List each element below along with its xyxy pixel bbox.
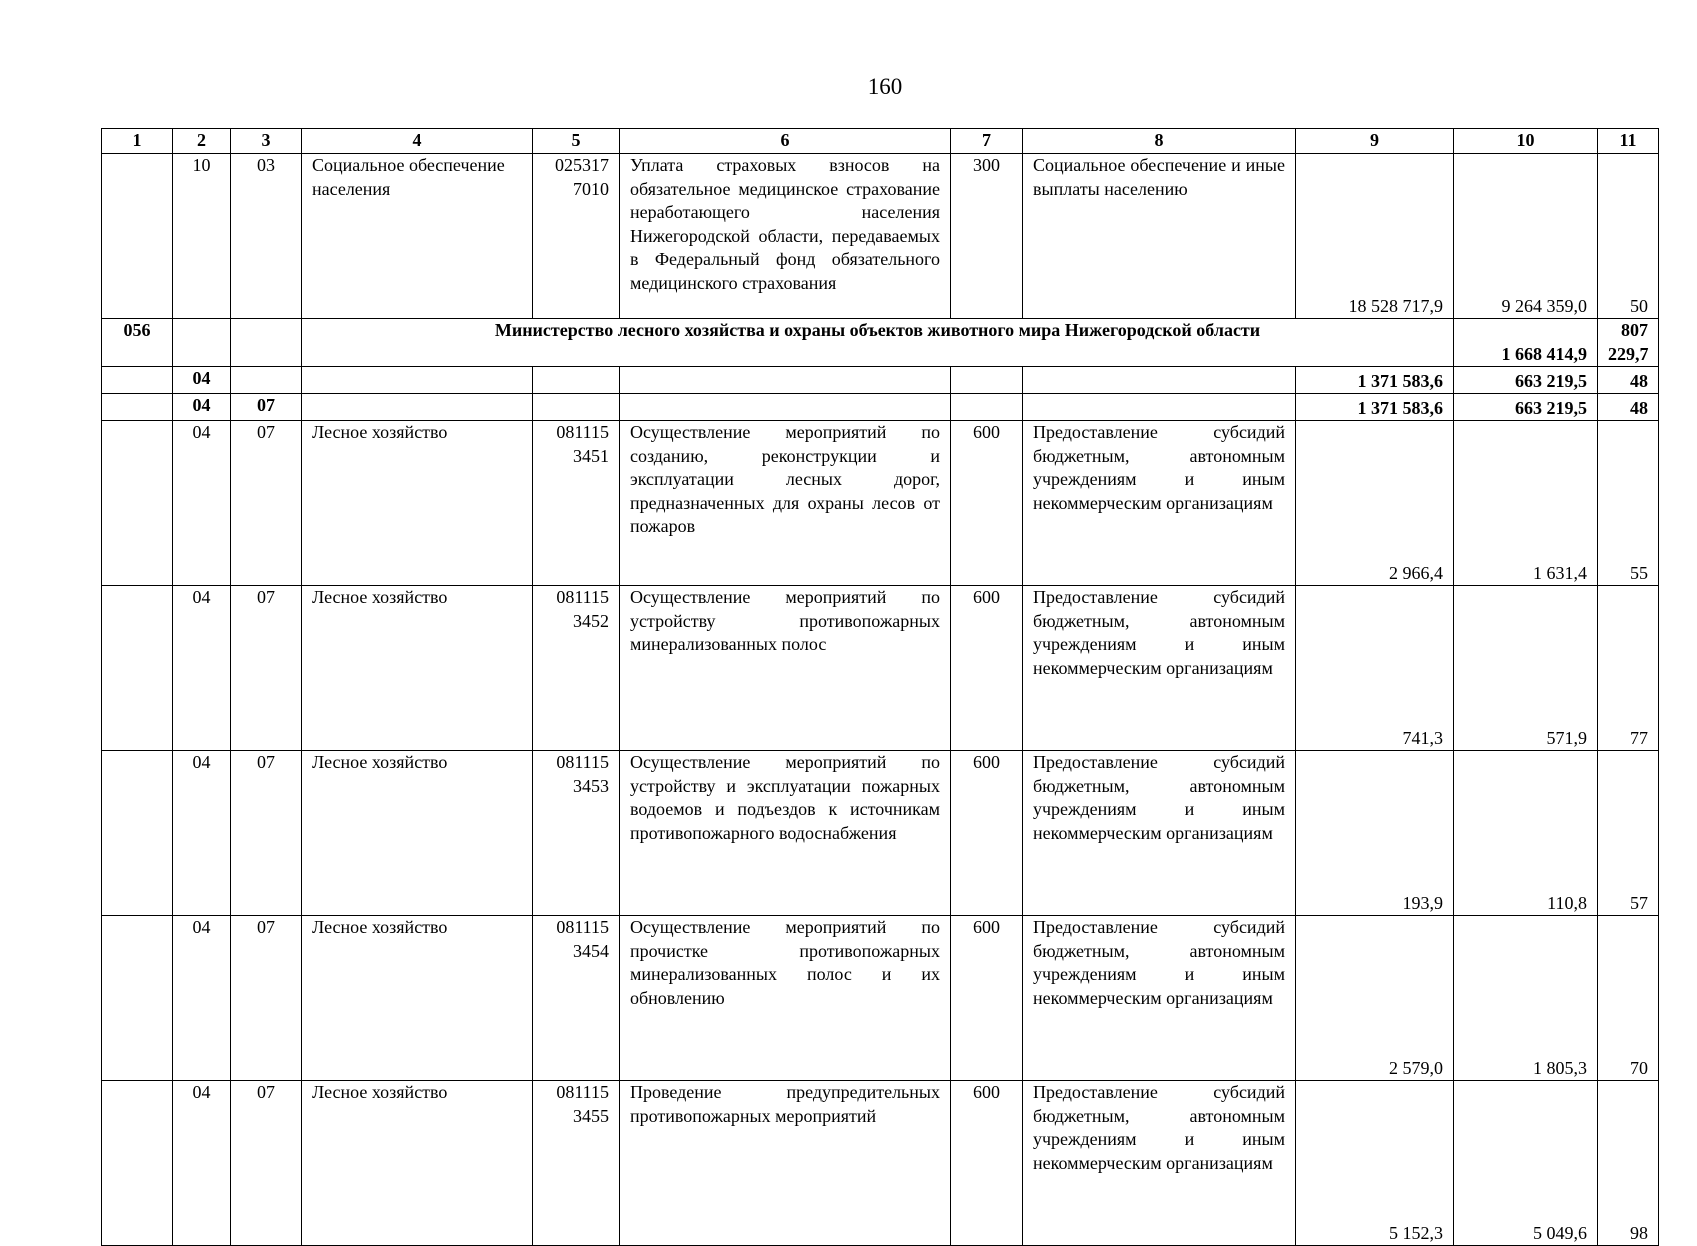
subsection-amount-planned: 1 371 583,6 — [1296, 394, 1454, 421]
header-cell: 2 — [173, 129, 231, 154]
table-row — [102, 751, 1659, 916]
cell-subsection: 07 — [231, 1081, 302, 1246]
subsection-code: 07 — [231, 394, 302, 421]
cell-empty — [302, 394, 533, 421]
cell-amount-planned: 5 152,3 — [1296, 1081, 1454, 1246]
cell-empty — [1023, 394, 1296, 421]
header-cell: 1 — [102, 129, 173, 154]
cell-target-code: 081115 3453 — [533, 751, 620, 916]
cell-amount-actual: 5 049,6 — [1454, 1081, 1598, 1246]
cell-empty — [102, 1081, 173, 1246]
section-code: 04 — [173, 367, 231, 394]
cell-section-name: Социальное обеспечение населения — [302, 154, 533, 319]
cell-subsection: 03 — [231, 154, 302, 319]
department-name: Министерство лесного хозяйства и охраны объектов животного мира Нижегородской области — [302, 319, 1454, 367]
cell-empty — [533, 367, 620, 394]
cell-subsection: 07 — [231, 421, 302, 586]
cell-section-name: Лесное хозяйство — [302, 421, 533, 586]
cell-amount-actual: 110,8 — [1454, 751, 1598, 916]
subsection-section-code: 04 — [173, 394, 231, 421]
cell-expense-name: Социальное обеспечение и иные выплаты населению — [1023, 154, 1296, 319]
cell-expense-type: 600 — [951, 421, 1023, 586]
cell-expense-name: Предоставление субсидий бюджетным, автономным учреждениям и иным некоммерческим организациям — [1023, 1081, 1296, 1246]
cell-empty — [102, 751, 173, 916]
table-row — [102, 154, 1659, 319]
cell-section: 04 — [173, 421, 231, 586]
header-cell: 8 — [1023, 129, 1296, 154]
cell-empty — [231, 319, 302, 367]
cell-expense-name: Предоставление субсидий бюджетным, автономным учреждениям и иным некоммерческим организациям — [1023, 916, 1296, 1081]
section-amount-actual: 663 219,5 — [1454, 367, 1598, 394]
cell-empty — [620, 367, 951, 394]
cell-empty — [231, 367, 302, 394]
cell-amount-actual: 1 805,3 — [1454, 916, 1598, 1081]
cell-amount-actual: 571,9 — [1454, 586, 1598, 751]
page-number: 160 — [867, 74, 903, 99]
table-row — [102, 916, 1659, 1081]
section-total-row — [102, 367, 1659, 394]
cell-expense-type: 300 — [951, 154, 1023, 319]
cell-percent: 70 — [1598, 916, 1659, 1081]
department-row — [102, 319, 1659, 367]
section-percent: 48 — [1598, 367, 1659, 394]
cell-empty — [102, 367, 173, 394]
cell-description: Осуществление мероприятий по прочистке противопожарных минерализованных полос и их обновлению — [620, 916, 951, 1081]
cell-section-name: Лесное хозяйство — [302, 586, 533, 751]
cell-amount-planned: 2 966,4 — [1296, 421, 1454, 586]
cell-section: 04 — [173, 916, 231, 1081]
subsection-percent: 48 — [1598, 394, 1659, 421]
cell-section: 10 — [173, 154, 231, 319]
header-cell: 6 — [620, 129, 951, 154]
cell-amount-planned: 193,9 — [1296, 751, 1454, 916]
header-cell: 7 — [951, 129, 1023, 154]
section-amount-planned: 1 371 583,6 — [1296, 367, 1454, 394]
cell-empty — [1023, 367, 1296, 394]
cell-description: Уплата страховых взносов на обязательное медицинское страхование неработающего населения Нижегородской области, передаваемых в Федеральный фонд обязательного медицинского страхования — [620, 154, 951, 319]
cell-expense-type: 600 — [951, 1081, 1023, 1246]
cell-percent: 57 — [1598, 751, 1659, 916]
cell-expense-name: Предоставление субсидий бюджетным, автономным учреждениям и иным некоммерческим организациям — [1023, 421, 1296, 586]
cell-subsection: 07 — [231, 751, 302, 916]
cell-section: 04 — [173, 1081, 231, 1246]
table-row — [102, 586, 1659, 751]
cell-expense-name: Предоставление субсидий бюджетным, автономным учреждениям и иным некоммерческим организациям — [1023, 751, 1296, 916]
cell-col1 — [102, 154, 173, 319]
header-cell: 11 — [1598, 129, 1659, 154]
cell-empty — [102, 916, 173, 1081]
cell-empty — [951, 367, 1023, 394]
header-cell: 10 — [1454, 129, 1598, 154]
cell-amount-planned: 2 579,0 — [1296, 916, 1454, 1081]
budget-table — [101, 128, 1659, 1246]
cell-empty — [533, 394, 620, 421]
cell-amount-planned: 18 528 717,9 — [1296, 154, 1454, 319]
cell-amount-actual: 1 631,4 — [1454, 421, 1598, 586]
cell-empty — [951, 394, 1023, 421]
subsection-amount-actual: 663 219,5 — [1454, 394, 1598, 421]
header-cell: 5 — [533, 129, 620, 154]
department-code: 056 — [102, 319, 173, 367]
cell-empty — [302, 367, 533, 394]
header-cell: 3 — [231, 129, 302, 154]
cell-empty — [102, 421, 173, 586]
cell-percent: 77 — [1598, 586, 1659, 751]
cell-section: 04 — [173, 586, 231, 751]
cell-percent: 55 — [1598, 421, 1659, 586]
cell-description: Осуществление мероприятий по устройству и эксплуатации пожарных водоемов и подъездов к источникам противопожарного водоснабжения — [620, 751, 951, 916]
cell-description: Проведение предупредительных противопожарных мероприятий — [620, 1081, 951, 1246]
cell-amount-actual: 9 264 359,0 — [1454, 154, 1598, 319]
cell-expense-type: 600 — [951, 586, 1023, 751]
cell-expense-name: Предоставление субсидий бюджетным, автономным учреждениям и иным некоммерческим организациям — [1023, 586, 1296, 751]
cell-target-code: 081115 3452 — [533, 586, 620, 751]
cell-target-code: 081115 3454 — [533, 916, 620, 1081]
cell-target-code: 081115 3455 — [533, 1081, 620, 1246]
table-row — [102, 1081, 1659, 1246]
cell-subsection: 07 — [231, 916, 302, 1081]
cell-section: 04 — [173, 751, 231, 916]
header-cell: 4 — [302, 129, 533, 154]
cell-section-name: Лесное хозяйство — [302, 1081, 533, 1246]
department-amount-planned: 1 668 414,9 — [1454, 319, 1598, 367]
cell-target-code: 025317 7010 — [533, 154, 620, 319]
subsection-total-row — [102, 394, 1659, 421]
header-row — [102, 129, 1659, 154]
cell-amount-planned: 741,3 — [1296, 586, 1454, 751]
cell-section-name: Лесное хозяйство — [302, 751, 533, 916]
cell-empty — [620, 394, 951, 421]
cell-section-name: Лесное хозяйство — [302, 916, 533, 1081]
cell-expense-type: 600 — [951, 916, 1023, 1081]
table-row — [102, 421, 1659, 586]
cell-percent: 50 — [1598, 154, 1659, 319]
cell-target-code: 081115 3451 — [533, 421, 620, 586]
cell-description: Осуществление мероприятий по устройству противопожарных минерализованных полос — [620, 586, 951, 751]
cell-expense-type: 600 — [951, 751, 1023, 916]
cell-description: Осуществление мероприятий по созданию, реконструкции и эксплуатации лесных дорог, предназначенных для охраны лесов от пожаров — [620, 421, 951, 586]
header-cell: 9 — [1296, 129, 1454, 154]
cell-empty — [102, 586, 173, 751]
department-amount-actual: 807 229,7 — [1598, 319, 1659, 367]
cell-subsection: 07 — [231, 586, 302, 751]
cell-percent: 98 — [1598, 1081, 1659, 1246]
cell-empty — [173, 319, 231, 367]
cell-empty — [102, 394, 173, 421]
